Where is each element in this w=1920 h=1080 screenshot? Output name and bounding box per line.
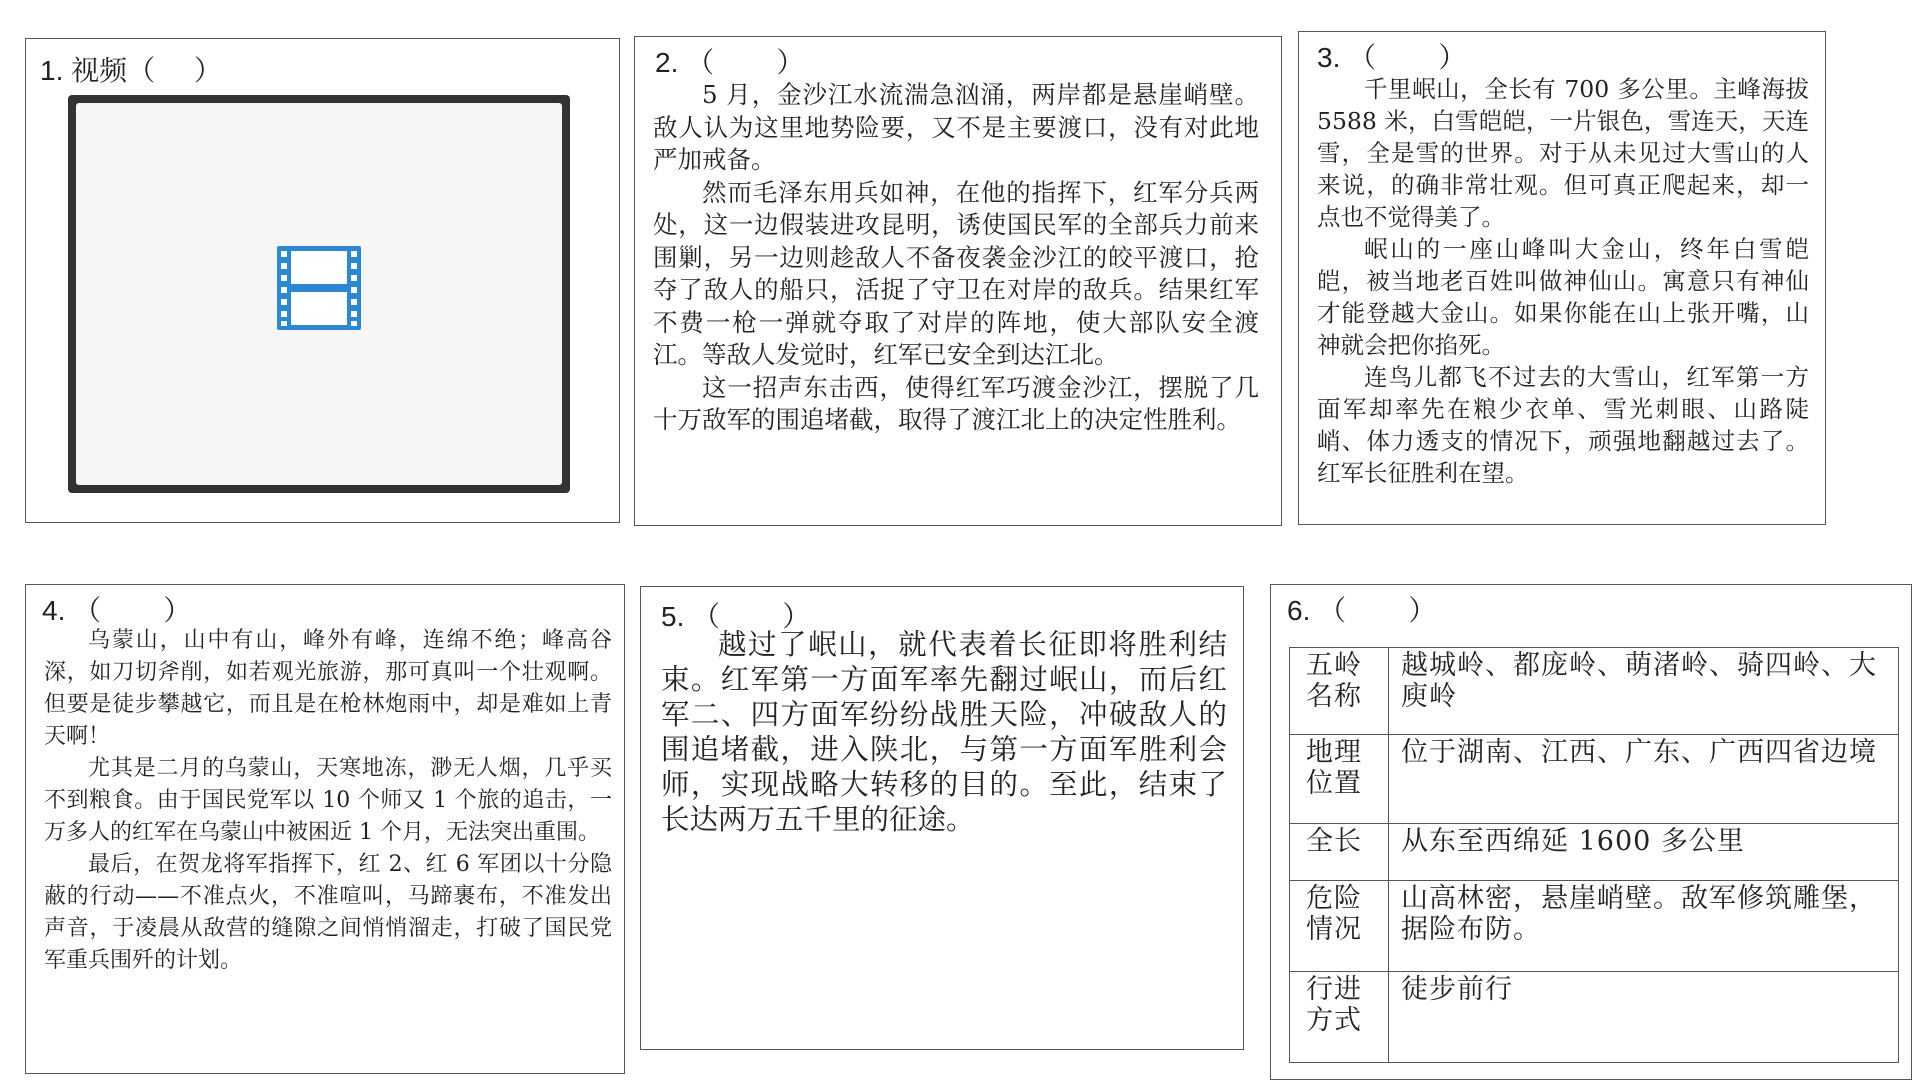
question-1-box	[25, 38, 620, 523]
question-3-box	[1298, 31, 1826, 525]
paragraph: 5 月，金沙江水流湍急汹涌，两岸都是悬崖峭壁。敌人认为这里地势险要，又不是主要渡口，没有对此地严加戒备。	[653, 80, 1259, 174]
table-row	[1290, 881, 1899, 972]
row-label: 危险情况	[1290, 881, 1389, 972]
paragraph: 岷山的一座山峰叫大金山，终年白雪皑皑，被当地老百姓叫做神仙山。寓意只有神仙才能登越大金山。如果你能在山上张开嘴，山神就会把你掐死。	[1317, 235, 1809, 359]
question-6-box	[1270, 584, 1912, 1080]
question-4-box	[25, 584, 625, 1074]
question-1-title: 1. 视频（ ）	[40, 55, 223, 86]
table-row	[1290, 824, 1899, 881]
table-row	[1290, 648, 1899, 735]
paragraph: 千里岷山，全长有 700 多公里。主峰海拔 5588 米，白雪皑皑，一片银色，雪连天，天连雪，全是雪的世界。对于从未见过大雪山的人来说，的确非常壮观。但可真正爬起来，却一点也不觉得美了。	[1317, 75, 1809, 231]
paragraph: 连鸟儿都飞不过去的大雪山，红军第一方面军却率先在粮少衣单、雪光刺眼、山路陡峭、体力透支的情况下，顽强地翻越过去了。红军长征胜利在望。	[1317, 363, 1809, 487]
question-4-text	[44, 625, 612, 977]
question-3-text	[1317, 73, 1809, 489]
table-row	[1290, 972, 1899, 1063]
video-player[interactable]	[68, 95, 570, 493]
question-6-title: 6. （ ）	[1287, 595, 1437, 626]
row-value: 山高林密，悬崖峭壁。敌军修筑雕堡，据险布防。	[1389, 881, 1899, 972]
row-label: 全长	[1290, 824, 1389, 881]
table-row	[1290, 735, 1899, 824]
paragraph: 尤其是二月的乌蒙山，天寒地冻，渺无人烟，几乎买不到粮食。由于国民党军以 10 个师又 1 个旅的追击，一万多人的红军在乌蒙山中被困近 1 个月，无法突出重围。	[44, 756, 612, 845]
paragraph: 然而毛泽东用兵如神，在他的指挥下，红军分兵两处，这一边假装进攻昆明，诱使国民军的全部兵力前来围剿，另一边则趁敌人不备夜袭金沙江的皎平渡口，抢夺了敌人的船只，活捉了守卫在对岸的敌兵。结果红军不费一枪一弹就夺取了对岸的阵地，使大部队安全渡江。等敌人发觉时，红军已安全到达江北。	[653, 177, 1259, 369]
question-5-title: 5. （ ）	[661, 601, 811, 632]
row-value: 越城岭、都庞岭、萌渚岭、骑四岭、大庾岭	[1389, 648, 1899, 735]
question-2-title: 2. （ ）	[655, 47, 805, 78]
paragraph: 越过了岷山，就代表着长征即将胜利结束。红军第一方面军率先翻过岷山，而后红军二、四方面军纷纷战胜天险，冲破敌人的围追堵截，进入陕北，与第一方面军胜利会师，实现战略大转移的目的。至此，结束了长达两万五千里的征途。	[661, 628, 1227, 836]
question-4-title: 4. （ ）	[42, 595, 192, 626]
question-2-box	[634, 36, 1282, 526]
row-label: 五岭名称	[1290, 648, 1389, 735]
row-label: 行进方式	[1290, 972, 1389, 1063]
row-value: 徒步前行	[1389, 972, 1899, 1063]
video-screen[interactable]	[76, 103, 562, 485]
row-value: 从东至西绵延 1600 多公里	[1389, 824, 1899, 881]
info-table	[1289, 647, 1899, 1063]
row-label: 地理位置	[1290, 735, 1389, 824]
paragraph: 最后，在贺龙将军指挥下，红 2、红 6 军团以十分隐蔽的行动——不准点火，不准喧叫，马蹄裹布，不准发出声音，于凌晨从敌营的缝隙之间悄悄溜走，打破了国民党军重兵围歼的计划。	[44, 852, 612, 973]
question-3-title: 3. （ ）	[1317, 42, 1467, 73]
question-2-text	[653, 79, 1259, 437]
question-5-text	[661, 627, 1227, 837]
question-5-box	[640, 586, 1244, 1050]
paragraph: 乌蒙山，山中有山，峰外有峰，连绵不绝；峰高谷深，如刀切斧削，如若观光旅游，那可真叫一个壮观啊。但要是徒步攀越它，而且是在枪林炮雨中，却是难如上青天啊！	[44, 628, 612, 749]
paragraph: 这一招声东击西，使得红军巧渡金沙江，摆脱了几十万敌军的围追堵截，取得了渡江北上的决定性胜利。	[653, 372, 1259, 434]
film-icon[interactable]	[276, 245, 362, 331]
row-value: 位于湖南、江西、广东、广西四省边境	[1389, 735, 1899, 824]
